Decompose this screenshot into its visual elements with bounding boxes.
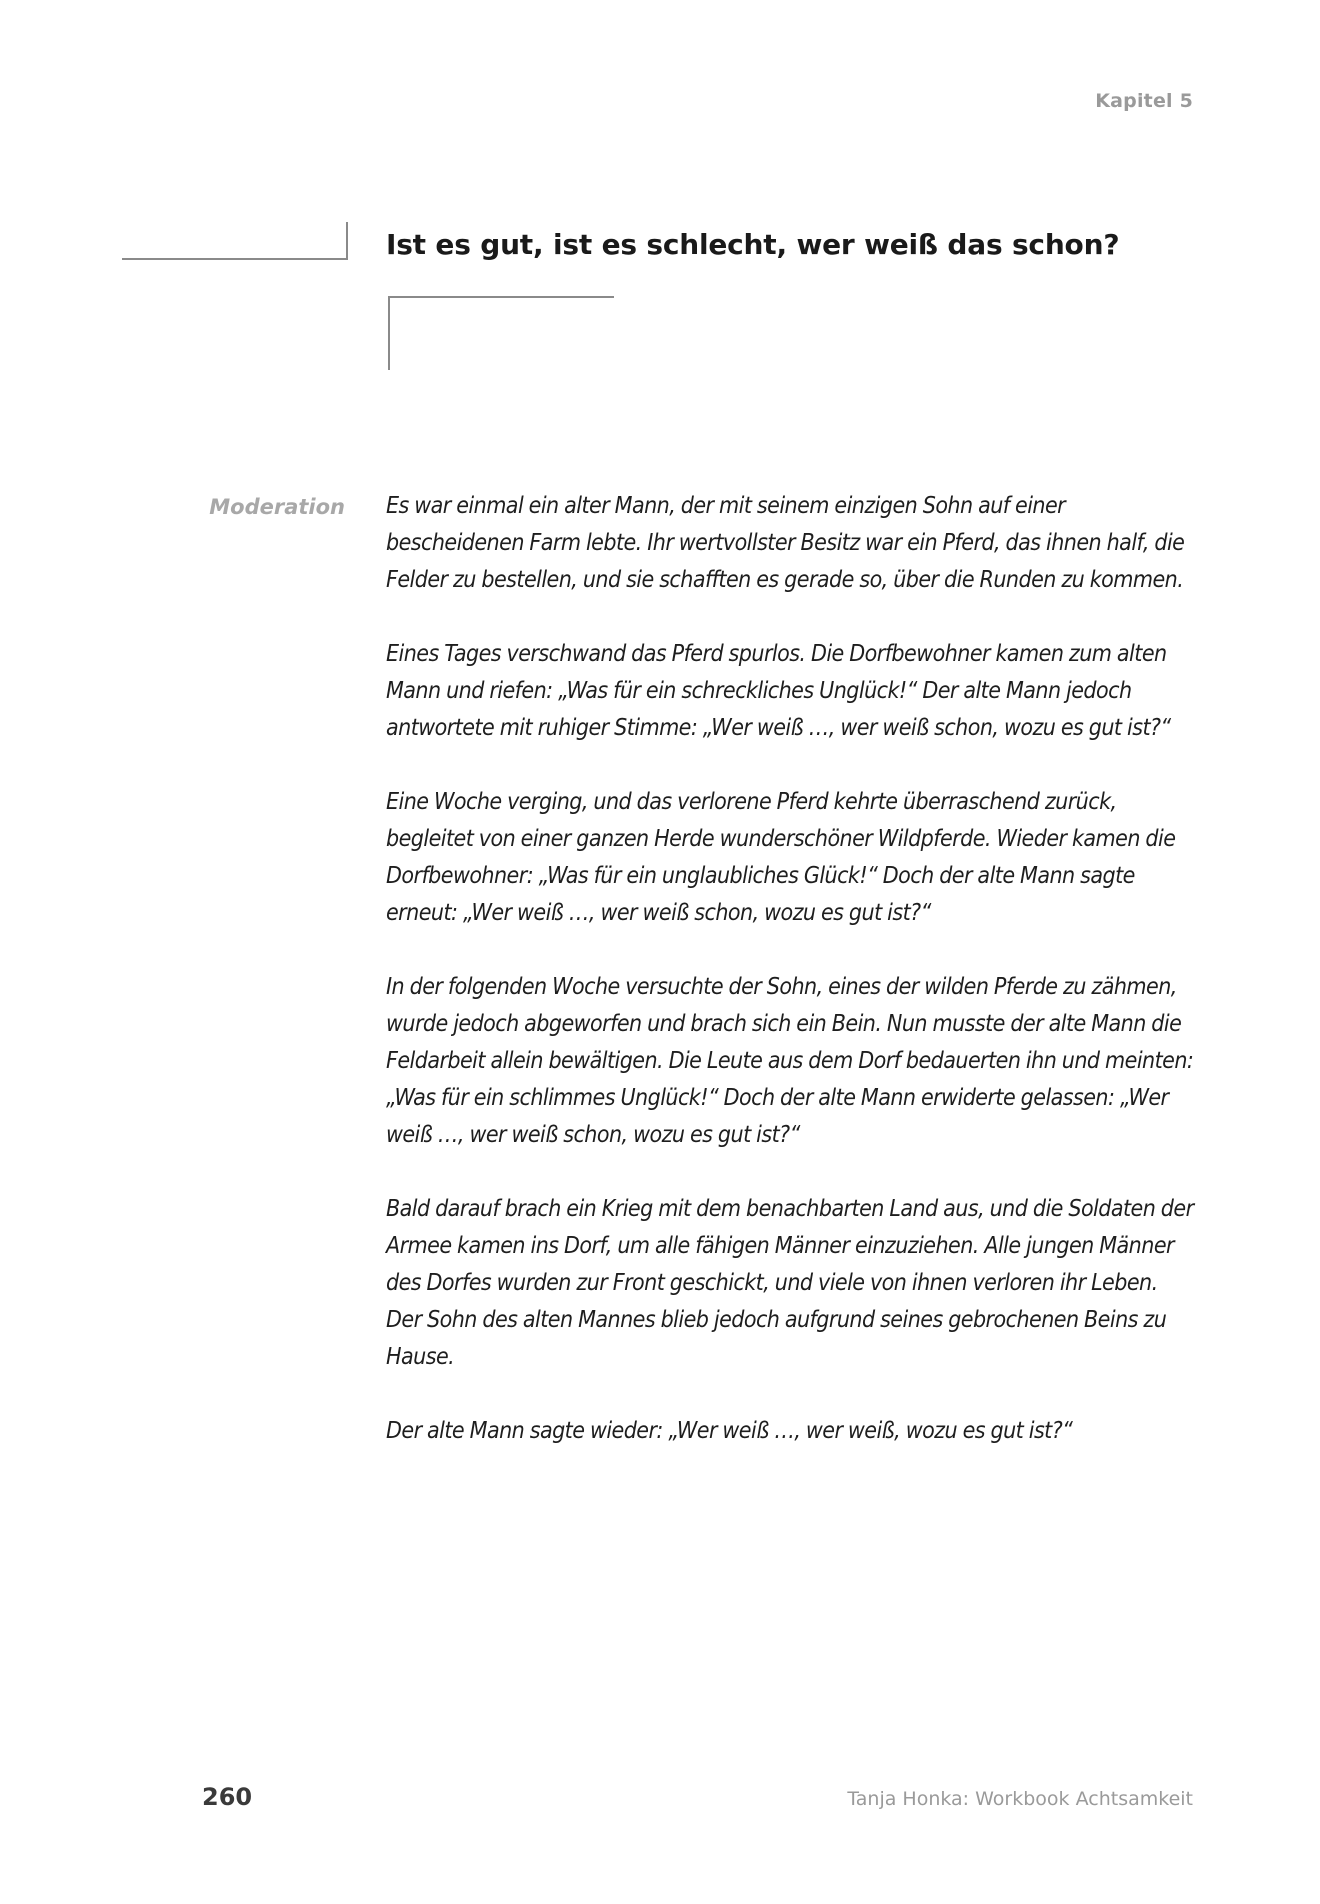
footer-book-credit: Tanja Honka: Workbook Achtsamkeit — [847, 1788, 1193, 1810]
title-rule-vertical — [346, 222, 348, 260]
chapter-header: Kapitel 5 — [1095, 90, 1193, 112]
story-paragraph: Eine Woche verging, und das verlorene Pferd kehrte überraschend zurück, begleitet von einer ganzen Herde wunderschöner Wildpferde. Wieder kamen die Dorfbewohner: „Was für ein unglaubliches Glück!“ Doch der alte Mann sagte erneut: „Wer weiß …, wer weiß schon, wozu es gut ist?“ — [386, 789, 1176, 926]
corner-bracket-decoration — [388, 296, 614, 370]
page-number: 260 — [202, 1783, 253, 1811]
story-paragraph: In der folgenden Woche versuchte der Sohn, eines der wilden Pferde zu zähmen, wurde jedoch abgeworfen und brach sich ein Bein. Nun musste der alte Mann die Feldarbeit allein bewältigen. Die Leute aus dem Dorf bedauerten ihn und meinten: „Was für ein schlimmes Unglück!“ Doch der alte Mann erwiderte gelassen: „Wer weiß …, wer weiß schon, wozu es gut ist?“ — [386, 974, 1194, 1148]
story-paragraph: Es war einmal ein alter Mann, der mit seinem einzigen Sohn auf einer bescheidenen Farm lebte. Ihr wertvollster Besitz war ein Pferd, das ihnen half, die Felder zu bestellen, und sie schafften es gerade so, über die Runden zu kommen. — [386, 493, 1185, 593]
section-title: Ist es gut, ist es schlecht, wer weiß das schon? — [386, 228, 1120, 261]
story-paragraph: Eines Tages verschwand das Pferd spurlos. Die Dorfbewohner kamen zum alten Mann und riefen: „Was für ein schreckliches Unglück!“ Der alte Mann jedoch antwortete mit ruhiger Stimme: „Wer weiß …, wer weiß schon, wozu es gut ist?“ — [386, 641, 1171, 741]
story-paragraph: Der alte Mann sagte wieder: „Wer weiß …, wer weiß, wozu es gut ist?“ — [386, 1418, 1073, 1444]
story-text — [386, 488, 1196, 1487]
margin-label-moderation: Moderation — [209, 495, 345, 519]
story-paragraph: Bald darauf brach ein Krieg mit dem benachbarten Land aus, und die Soldaten der Armee kamen ins Dorf, um alle fähigen Männer einzuziehen. Alle jungen Männer des Dorfes wurden zur Front geschickt, und viele von ihnen verloren ihr Leben. Der Sohn des alten Mannes blieb jedoch aufgrund seines gebrochenen Beins zu Hause. — [386, 1196, 1194, 1370]
title-rule-horizontal — [122, 258, 348, 260]
